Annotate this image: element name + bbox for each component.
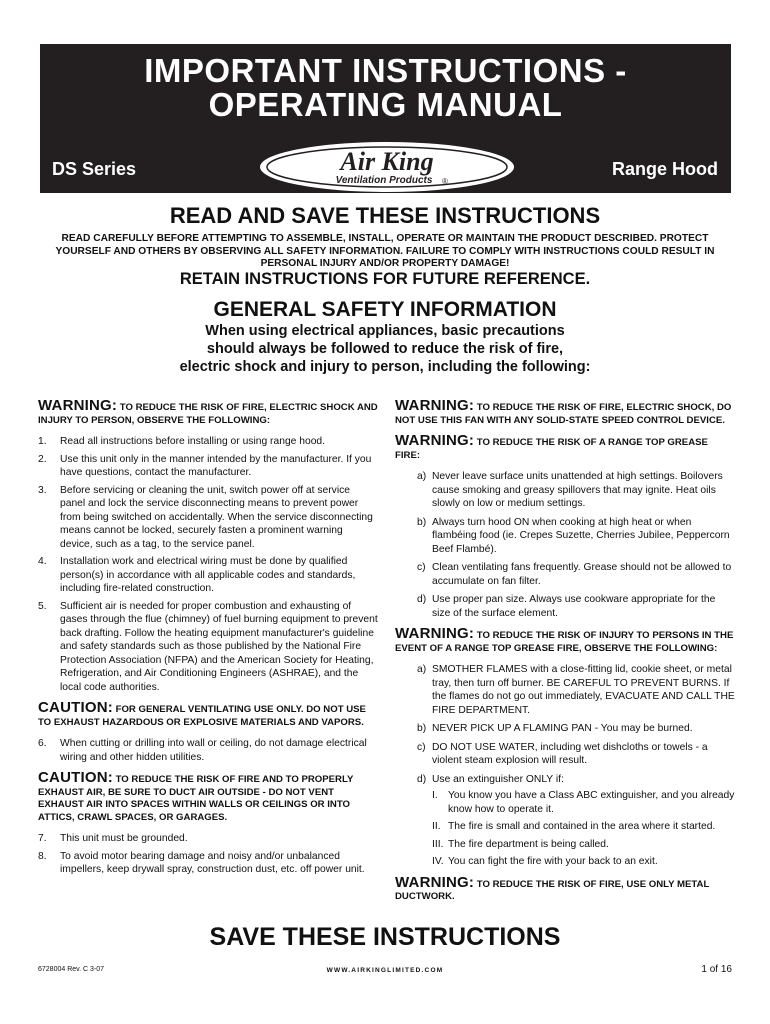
item-roman: I. <box>432 790 438 801</box>
item-text: When cutting or drilling into wall or ceiling, do not damage electrical wiring and other hidden utilities. <box>60 738 367 763</box>
list-item <box>395 663 735 717</box>
list-item <box>395 855 735 869</box>
item-text: Use proper pan size. Always use cookware appropriate for the size of the surface element. <box>432 594 716 619</box>
caution-keyword: CAUTION: <box>38 769 113 786</box>
website-link[interactable]: WWW.AIRKINGLIMITED.COM <box>326 967 444 974</box>
list-item <box>395 838 735 852</box>
warning-keyword: WARNING: <box>395 397 475 414</box>
warning-text: TO REDUCE THE RISK OF FIRE, ELECTRIC SHOCK, DO NOT USE THIS FAN WITH ANY SOLID-STATE SPEED CONTROL DEVICE. <box>395 402 732 426</box>
item-number: 8. <box>38 850 47 862</box>
item-letter: d) <box>417 594 427 605</box>
safety-list <box>38 737 378 764</box>
list-item <box>395 722 735 736</box>
list-item <box>38 832 378 846</box>
item-number: 2. <box>38 453 47 465</box>
list-item <box>38 600 378 695</box>
warning-text: TO REDUCE THE RISK OF A RANGE TOP GREASE FIRE: <box>395 437 708 461</box>
item-text: You know you have a Class ABC extinguisher, and you already know how to operate it. <box>448 790 735 815</box>
item-text: Before servicing or cleaning the unit, switch power off at service panel and lock the service disconnecting means to prevent power from being switched on accidentally. When the service disconnecting means cannot be locked, securely fasten a prominent warning device, such as a tag, to the service panel. <box>60 484 373 550</box>
extinguisher-conditions-list <box>395 789 735 869</box>
item-letter: a) <box>417 471 427 482</box>
item-letter: c) <box>417 741 426 753</box>
item-text: The fire is small and contained in the area where it started. <box>448 821 716 832</box>
read-carefully-notice: READ CAREFULLY BEFORE ATTEMPTING TO ASSEMBLE, INSTALL, OPERATE OR MAINTAIN THE PRODUCT DESCRIBED. PROTECT YOURSELF AND OTHERS BY OBSERVING ALL SAFETY INFORMATION. FAILURE TO COMPLY WITH INSTRUCTIONS COULD RESULT IN PERSONAL INJURY AND/OR PROPERTY DAMAGE! <box>55 233 715 269</box>
list-item <box>395 741 735 768</box>
item-letter: d) <box>417 773 427 785</box>
item-roman: III. <box>432 838 444 850</box>
caution-text: TO REDUCE THE RISK OF FIRE AND TO PROPERLY EXHAUST AIR, BE SURE TO DUCT AIR OUTSIDE - DO NOT VENT EXHAUST AIR INTO SPACES WITHIN WALLS OR CEILINGS OR INTO ATTICS, CRAWL SPACES, OR GARAGES. <box>38 774 354 823</box>
list-item <box>38 555 378 596</box>
caution-block <box>38 769 378 824</box>
svg-text:Air King: Air King <box>340 147 434 176</box>
item-text: SMOTHER FLAMES with a close-fitting lid, cookie sheet, or metal tray, then turn off burner. BE CAREFUL TO PREVENT BURNS. If the flames do not go out immediately, EVACUATE AND CALL THE FIRE DEPARTMENT. <box>432 664 735 716</box>
list-item <box>395 593 735 620</box>
title-line-2: OPERATING MANUAL <box>208 86 563 123</box>
item-roman: II. <box>432 821 441 832</box>
caution-keyword: CAUTION: <box>38 699 113 716</box>
grease-fire-list <box>395 470 735 620</box>
safety-list <box>38 435 378 694</box>
item-number: 7. <box>38 833 47 844</box>
warning-text: TO REDUCE THE RISK OF INJURY TO PERSONS IN THE EVENT OF A RANGE TOP GREASE FIRE, OBSERVE THE FOLLOWING: <box>395 630 734 654</box>
list-item <box>395 470 735 511</box>
warning-block <box>395 432 735 462</box>
item-text: You can fight the fire with your back to an exit. <box>448 856 658 867</box>
item-number: 6. <box>38 738 47 749</box>
warning-keyword: WARNING: <box>395 873 475 891</box>
document-title <box>40 54 731 122</box>
right-column <box>395 397 735 912</box>
series-label: DS Series <box>52 159 137 179</box>
grease-fire-response-list <box>395 663 735 869</box>
item-text: Use this unit only in the manner intended by the manufacturer. If you have questions, contact the manufacturer. <box>60 453 372 478</box>
warning-block <box>395 625 735 655</box>
item-letter: b) <box>417 723 427 734</box>
svg-text:Ventilation Products: Ventilation Products <box>335 175 433 186</box>
caution-text: FOR GENERAL VENTILATING USE ONLY. DO NOT USE TO EXHAUST HAZARDOUS OR EXPLOSIVE MATERIALS AND VAPORS. <box>38 704 366 728</box>
item-text: Clean ventilating fans frequently. Grease should not be allowed to accumulate on fan filter. <box>432 562 732 587</box>
item-number: 5. <box>38 600 47 612</box>
general-safety-intro <box>110 322 660 376</box>
caution-block <box>38 699 378 729</box>
item-text: Never leave surface units unattended at high settings. Boilovers cause smoking and greasy spillovers that may ignite. Heat oils slowly on low or medium settings. <box>432 471 723 509</box>
safety-list <box>38 832 378 877</box>
retain-notice: RETAIN INSTRUCTIONS FOR FUTURE REFERENCE. <box>179 270 591 288</box>
list-item <box>38 850 378 877</box>
item-text: Always turn hood ON when cooking at high heat or when flambéing food (ie. Crepes Suzette, Cherries Jubilee, Peppercorn Beef Flambé). <box>432 516 730 555</box>
item-text: Use an extinguisher ONLY if: <box>432 773 564 785</box>
list-item <box>395 773 735 869</box>
warning-keyword: WARNING: <box>395 432 475 449</box>
product-label: Range Hood <box>612 159 718 179</box>
list-item <box>395 820 735 834</box>
list-item <box>395 789 735 816</box>
warning-block <box>395 873 735 904</box>
item-text: This unit must be grounded. <box>60 833 188 844</box>
item-text: DO NOT USE WATER, including wet dishcloths or towels - a violent steam explosion will result. <box>432 741 708 766</box>
item-text: Sufficient air is needed for proper combustion and exhausting of gases through the flue (chimney) of fuel burning equipment to prevent back drafting. Follow the heating equipment manufacturer's guideline and safety standards such as those published by the National Fire Protection Association (NFPA) and the American Society for Heating, Refrigeration, and Air Conditioning Engineers (ASHRAE), and the local code authorities. <box>60 600 378 693</box>
svg-text:®: ® <box>442 177 448 186</box>
general-safety-heading: GENERAL SAFETY INFORMATION <box>213 298 557 321</box>
item-number: 3. <box>38 484 47 496</box>
item-letter: b) <box>417 516 427 528</box>
read-save-heading: READ AND SAVE THESE INSTRUCTIONS <box>169 203 601 228</box>
intro-line-2: should always be followed to reduce the risk of fire, <box>206 341 564 357</box>
document-header <box>40 44 731 193</box>
warning-block <box>395 397 735 427</box>
intro-line-1: When using electrical appliances, basic precautions <box>205 323 565 339</box>
list-item <box>38 484 378 552</box>
intro-line-3: electric shock and injury to person, including the following: <box>179 359 591 375</box>
item-roman: IV. <box>432 856 444 867</box>
item-number: 1. <box>38 436 47 447</box>
item-text: The fire department is being called. <box>448 838 609 850</box>
item-letter: a) <box>417 664 427 675</box>
list-item <box>395 516 735 557</box>
warning-keyword: WARNING: <box>38 397 118 414</box>
list-item <box>38 435 378 449</box>
air-king-logo <box>258 137 516 193</box>
page-number: 1 of 16 <box>701 964 732 975</box>
document-number: 6728004 Rev. C 3-07 <box>38 966 105 973</box>
list-item <box>38 737 378 764</box>
item-text: NEVER PICK UP A FLAMING PAN - You may be burned. <box>432 723 693 734</box>
warning-keyword: WARNING: <box>395 625 475 642</box>
item-text: To avoid motor bearing damage and noisy and/or unbalanced impellers, keep drywall spray, construction dust, etc. off power unit. <box>60 850 365 875</box>
left-column <box>38 397 378 885</box>
warning-block <box>38 397 378 427</box>
item-text: Installation work and electrical wiring must be done by qualified person(s) in accordance with all applicable codes and standards, including fire-related construction. <box>60 556 356 594</box>
warning-text: TO REDUCE THE RISK OF FIRE, USE ONLY METAL DUCTWORK. <box>395 878 710 902</box>
warning-text: TO REDUCE THE RISK OF FIRE, ELECTRIC SHOCK AND INJURY TO PERSON, OBSERVE THE FOLLOWING: <box>38 402 378 426</box>
list-item <box>395 561 735 588</box>
title-line-1: IMPORTANT INSTRUCTIONS - <box>144 52 627 89</box>
save-instructions-heading: SAVE THESE INSTRUCTIONS <box>209 923 561 951</box>
list-item <box>38 453 378 480</box>
item-letter: c) <box>417 562 426 573</box>
item-number: 4. <box>38 556 47 567</box>
item-text: Read all instructions before installing or using range hood. <box>60 436 326 447</box>
